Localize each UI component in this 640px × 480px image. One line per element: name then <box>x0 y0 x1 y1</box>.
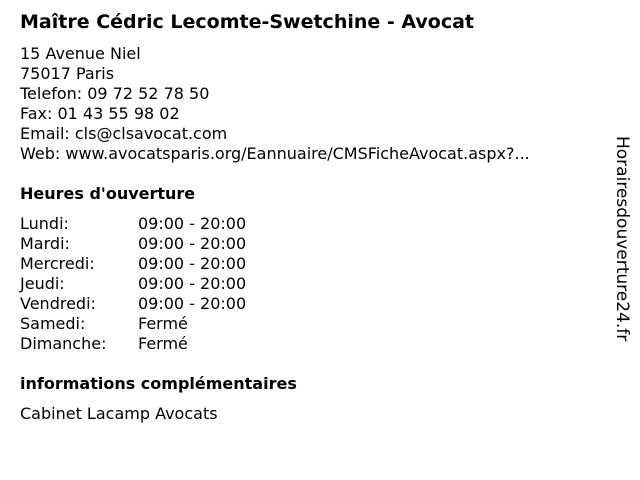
additional-info-text: Cabinet Lacamp Avocats <box>20 404 218 423</box>
hours-day: Lundi: <box>20 214 69 233</box>
hours-row <box>20 294 280 314</box>
website-link: Web: www.avocatsparis.org/Eannuaire/CMSFicheAvocat.aspx?... <box>20 144 530 163</box>
opening-hours-table <box>20 214 280 354</box>
fax-number: Fax: 01 43 55 98 02 <box>20 104 180 123</box>
phone-number: Telefon: 09 72 52 78 50 <box>20 84 210 103</box>
page-title: Maître Cédric Lecomte-Swetchine - Avocat <box>20 11 475 33</box>
hours-row <box>20 214 280 234</box>
email-address: Email: cls@clsavocat.com <box>20 124 228 143</box>
hours-row <box>20 234 280 254</box>
site-watermark: Horairesdouverture24.fr <box>612 136 632 342</box>
hours-time: 09:00 - 20:00 <box>138 214 247 233</box>
hours-time: Fermé <box>138 314 188 333</box>
hours-day: Mardi: <box>20 234 70 253</box>
address-block <box>20 44 530 164</box>
hours-day: Vendredi: <box>20 294 96 313</box>
hours-row <box>20 254 280 274</box>
additional-info-heading: informations complémentaires <box>20 374 297 393</box>
hours-day: Samedi: <box>20 314 86 333</box>
opening-hours-heading: Heures d'ouverture <box>20 184 196 203</box>
hours-time: 09:00 - 20:00 <box>138 274 247 293</box>
hours-time: 09:00 - 20:00 <box>138 234 247 253</box>
hours-time: 09:00 - 20:00 <box>138 254 247 273</box>
hours-day: Dimanche: <box>20 334 107 353</box>
hours-row <box>20 334 280 354</box>
city-postal: 75017 Paris <box>20 64 115 83</box>
hours-row <box>20 274 280 294</box>
hours-time: Fermé <box>138 334 188 353</box>
hours-day: Jeudi: <box>20 274 65 293</box>
hours-day: Mercredi: <box>20 254 95 273</box>
hours-row <box>20 314 280 334</box>
hours-time: 09:00 - 20:00 <box>138 294 247 313</box>
street-address: 15 Avenue Niel <box>20 44 141 63</box>
